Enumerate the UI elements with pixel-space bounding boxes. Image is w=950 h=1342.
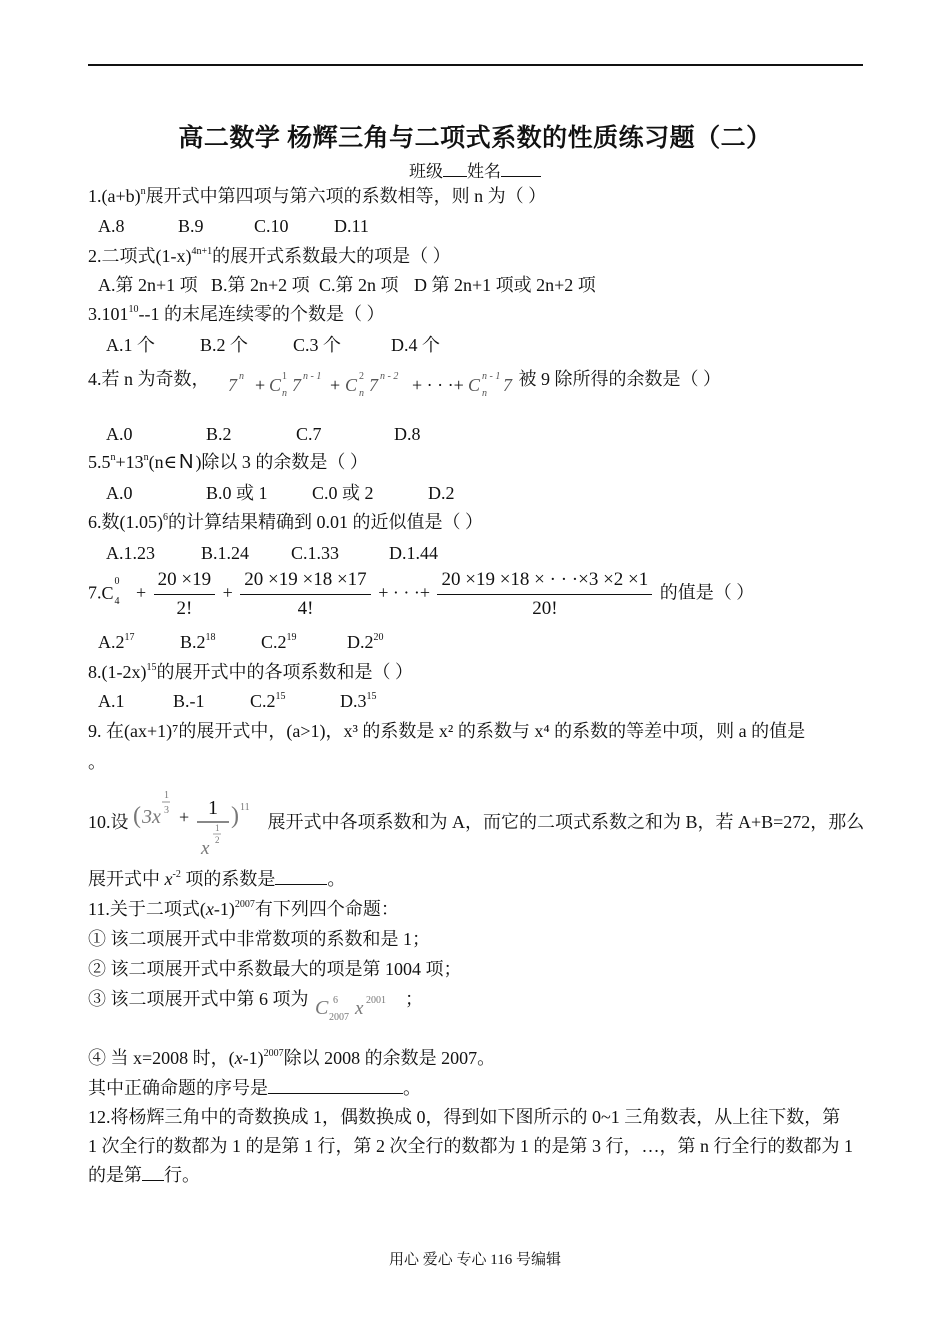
- svg-text:2: 2: [359, 371, 364, 382]
- option: C.1.33: [291, 543, 340, 563]
- question-8-options: [98, 689, 377, 713]
- question-8: $8.(1-2x)^{15}$的展开式中的各项系数和是（ ）: [88, 662, 413, 682]
- option: D.4 个: [391, 335, 440, 355]
- top-rule: [88, 64, 863, 66]
- option: D.11: [334, 216, 369, 236]
- svg-text:6: 6: [333, 995, 338, 1006]
- question-10: 10.设 ( 3x 1 3 + 1 1 2 x ) 11 展开式中各项系数和为 A，而它的二项式系数之和为 B，若 A+B=272，那么: [88, 786, 864, 848]
- option: D 第 2n+1 项或 2n+2 项: [414, 275, 596, 295]
- question-4: 4.若 n 为奇数， 7 n + C 1 n 7 n - 1 + C 2 n 7 n - 2 + · · ·+ C n - 1 n 7 被 9 除所得的余数是（ ）: [88, 365, 721, 399]
- option: A.8: [98, 216, 125, 236]
- svg-text:): ): [231, 803, 239, 829]
- option: $C.2^{15}$: [250, 691, 286, 711]
- option: A.1: [98, 691, 125, 711]
- question-7-options: [98, 630, 384, 654]
- question-5-options: [106, 481, 455, 505]
- question-2: 2.二项式$(1-x)^{4n+1}$的展开式系数最大的项是（ ）: [88, 246, 451, 266]
- question-11-ask: 其中正确命题的序号是 。: [88, 1078, 421, 1098]
- svg-text:1: 1: [215, 823, 220, 833]
- question-3-options: [106, 333, 440, 357]
- svg-text:n: n: [282, 388, 287, 399]
- proposition-4: ④ 当 x=2008 时，$(x-1)^{2007}$除以 2008 的余数是 2007。: [88, 1048, 496, 1068]
- question-12-line3: 的是第 行。: [88, 1165, 200, 1185]
- question-10-line2: 展开式中 $x^{-2}$ 项的系数是 。: [88, 869, 346, 889]
- svg-text:n - 1: n - 1: [482, 371, 501, 382]
- question-4-options: [106, 422, 421, 446]
- svg-text:1: 1: [208, 797, 218, 819]
- svg-text:+ · · ·+: + · · ·+: [412, 375, 464, 395]
- option: C.0 或 2: [312, 483, 374, 503]
- svg-text:C: C: [345, 375, 358, 395]
- option: B.第 2n+2 项: [211, 275, 310, 295]
- option: $C.2^{19}$: [261, 632, 297, 652]
- option: A.0: [106, 424, 133, 444]
- svg-text:+: +: [179, 807, 190, 827]
- answer-blank: [142, 1164, 164, 1181]
- svg-text:+: +: [330, 375, 341, 395]
- option: B.2: [206, 424, 232, 444]
- option: C.7: [296, 424, 322, 444]
- question-12: 12.将杨辉三角中的奇数换成 1，偶数换成 0，得到如下图所示的 0~1 三角数表，从上往下数，第: [88, 1107, 841, 1127]
- fraction: $\frac{20 \times 19}{2!}$: [154, 568, 215, 621]
- svg-text:n: n: [482, 388, 487, 399]
- option: $D.2^{20}$: [347, 632, 384, 652]
- svg-text:C: C: [315, 997, 329, 1019]
- question-6: 6.数$(1.05)^6$的计算结果精确到 0.01 的近似值是（ ）: [88, 512, 483, 532]
- svg-text:7: 7: [369, 375, 378, 395]
- question-7: 7.C 0 4 + $\frac{20 \times 19}{2!}$ + $\frac{20 \times 19 \times 18 \times 17}{4!}$ + · · ·+ $\frac{20 \times 19 \times 18 \times \cdot \cdot \cdot\times 3 \times 2 \times 1}{20!}$ 的值是（ ）: [88, 569, 755, 619]
- proposition-2: ② 该二项展开式中系数最大的项是第 1004 项；: [88, 959, 462, 979]
- question-9: 9. 在(ax+1)⁷的展开式中，(a>1)，x³ 的系数是 x² 的系数与 x⁴ 的系数的等差中项，则 a 的值是: [88, 721, 806, 741]
- proposition-1: ① 该二项展开式中非常数项的系数和是 1；: [88, 929, 430, 949]
- name-blank: [501, 160, 541, 177]
- option: D.1.44: [389, 543, 438, 563]
- svg-text:2: 2: [215, 835, 220, 845]
- svg-text:n - 2: n - 2: [380, 371, 399, 382]
- question-11: 11.关于二项式$(x-1)^{2007}$有下列四个命题：: [88, 899, 399, 919]
- option: D.2: [428, 483, 455, 503]
- svg-text:n: n: [359, 388, 364, 399]
- binomial-expression: [133, 786, 263, 862]
- class-name-line: 班级 姓名: [0, 157, 950, 182]
- question-9-tail: 。: [88, 752, 106, 772]
- option: D.8: [394, 424, 421, 444]
- svg-text:C: C: [269, 375, 282, 395]
- svg-text:x: x: [201, 838, 210, 859]
- option: A.1.23: [106, 543, 155, 563]
- svg-text:2001: 2001: [366, 995, 386, 1006]
- svg-text:11: 11: [240, 802, 250, 813]
- option: $A.2^{17}$: [98, 632, 135, 652]
- svg-text:n - 1: n - 1: [303, 371, 322, 382]
- question-2-options: [98, 273, 596, 297]
- option: B.0 或 1: [206, 483, 268, 503]
- svg-text:3: 3: [164, 805, 169, 816]
- question-12-line2: 1 次全行的数都为 1 的是第 1 行，第 2 次全行的数都为 1 的是第 3 行，…，第 n 行全行的数都为 1: [88, 1136, 853, 1156]
- svg-text:C: C: [468, 375, 481, 395]
- svg-text:x: x: [355, 998, 364, 1019]
- question-1: $1.(a+b)^n$展开式中第四项与第六项的系数相等，则 n 为（ ）: [88, 186, 547, 206]
- question-3: 3.101$^{10}$--1 的末尾连续零的个数是（ ）: [88, 304, 385, 324]
- svg-text:2007: 2007: [329, 1012, 349, 1023]
- option: B.2 个: [200, 335, 249, 355]
- option: C.第 2n 项: [319, 275, 399, 295]
- svg-text:7: 7: [228, 375, 237, 395]
- svg-text:7: 7: [503, 375, 512, 395]
- question-6-options: [106, 541, 438, 565]
- svg-text:1: 1: [164, 790, 169, 801]
- series-expression: [214, 365, 514, 399]
- option: C.3 个: [293, 335, 342, 355]
- svg-text:3x: 3x: [142, 806, 161, 828]
- answer-blank: [275, 868, 327, 885]
- option: B.9: [178, 216, 204, 236]
- question-1-options: [98, 214, 369, 238]
- svg-text:n: n: [239, 371, 244, 382]
- option: $B.2^{18}$: [180, 632, 216, 652]
- option: A.第 2n+1 项: [98, 275, 198, 295]
- fraction: $\frac{20 \times 19 \times 18 \times \cdot \cdot \cdot\times 3 \times 2 \times 1}{20!}$: [437, 568, 652, 621]
- option: B.1.24: [201, 543, 250, 563]
- term-expression: [313, 989, 405, 1023]
- option: C.10: [254, 216, 289, 236]
- option: B.-1: [173, 691, 205, 711]
- svg-text:1: 1: [282, 371, 287, 382]
- option: A.0: [106, 483, 133, 503]
- fraction: $\frac{20 \times 19 \times 18 \times 17}{4!}$: [240, 568, 370, 621]
- page-title: 高二数学 杨辉三角与二项式系数的性质练习题（二）: [178, 125, 772, 152]
- question-5: $5.5^n+13^n(n\in$ N )除以 3 的余数是（ ）: [88, 451, 368, 473]
- option: A.1 个: [106, 335, 155, 355]
- svg-text:(: (: [133, 803, 141, 829]
- page-footer: 用心 爱心 专心 116 号编辑: [389, 1252, 561, 1268]
- proposition-3: ③ 该二项展开式中第 6 项为 C 6 2007 x 2001 ；: [88, 989, 423, 1023]
- svg-text:7: 7: [292, 375, 301, 395]
- answer-blank: [268, 1077, 403, 1094]
- class-blank: [443, 160, 467, 177]
- option: $D.3^{15}$: [340, 691, 377, 711]
- svg-text:+: +: [255, 375, 266, 395]
